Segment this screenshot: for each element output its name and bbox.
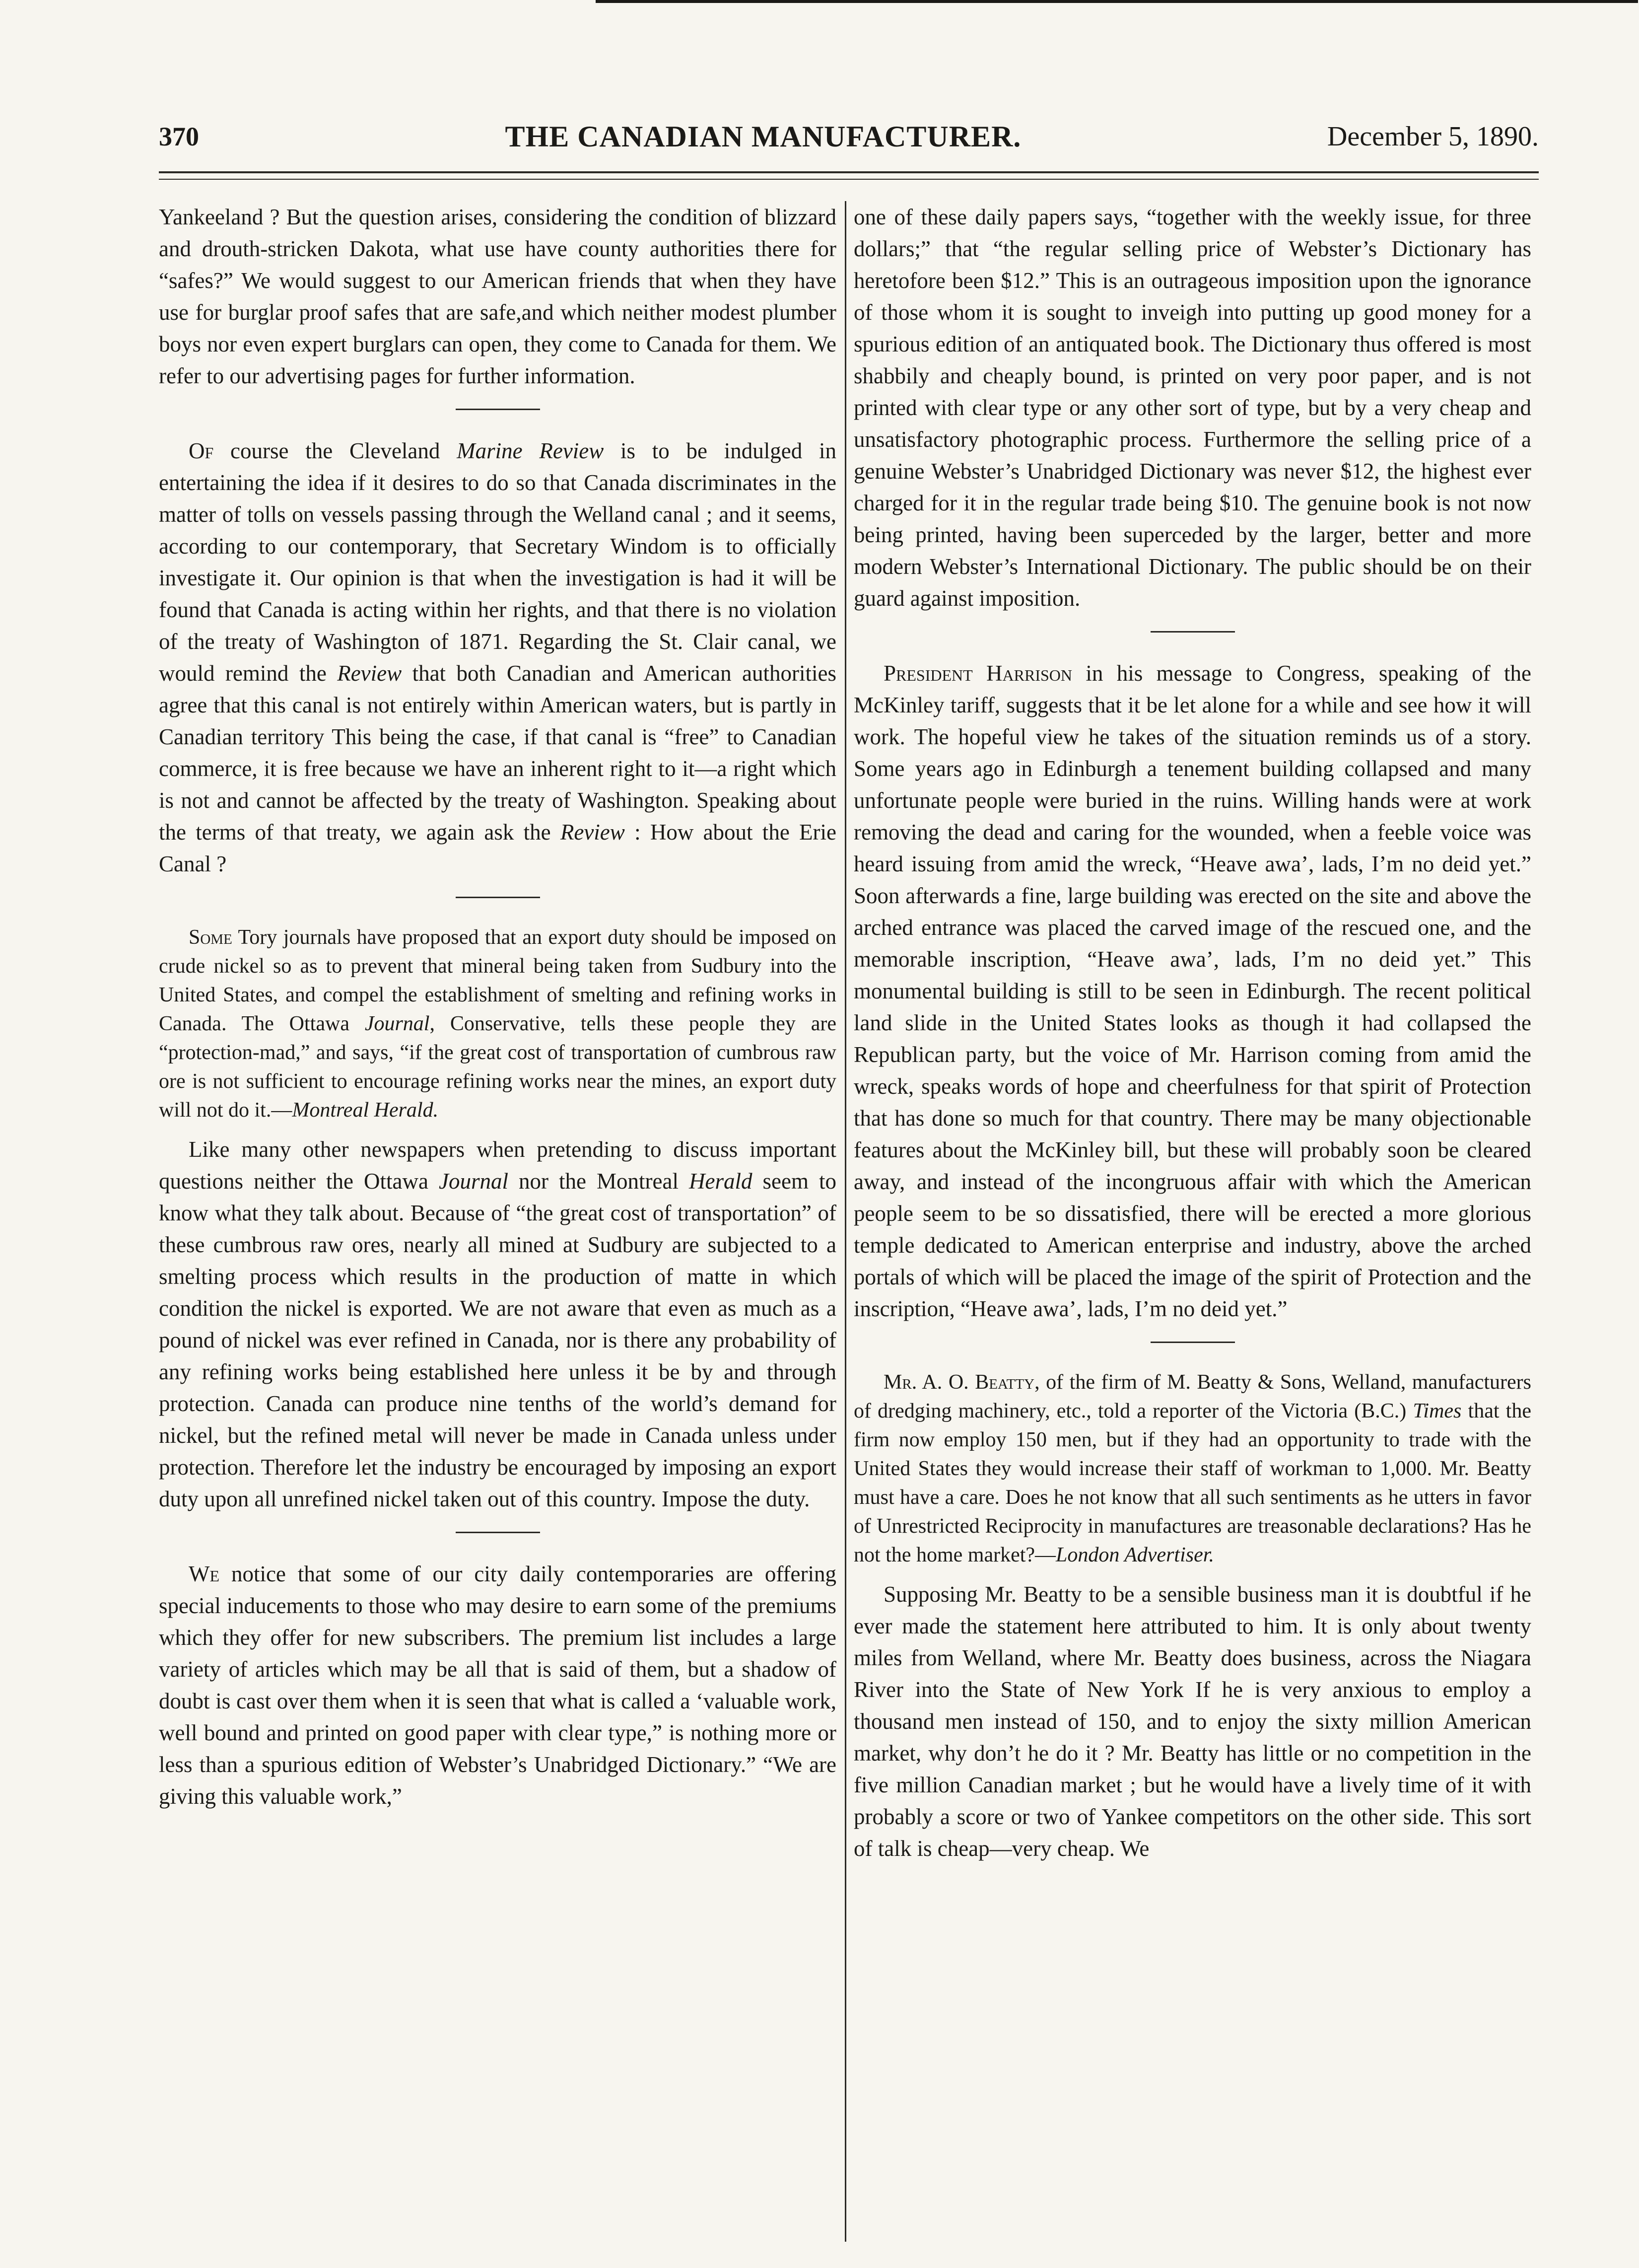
section-separator: [456, 1532, 540, 1533]
source-attribution: London Advertiser.: [1056, 1544, 1214, 1566]
text-run: is to be indulged in entertaining the idea if it desires to do so that Canada discriminates in the matter of tolls on vessels passing through the Welland canal ; and it seems, according to our contemporary, that Secretary Windom is to officially investigate it. Our opinion is that when the investigation is had it will be found that Canada is acting within her rights, and that there is no violation of the treaty of Washington of 1871. Regarding the St. Clair canal, we would remind the: [159, 438, 836, 686]
top-border: [596, 0, 1638, 3]
paragraph-nickel-quote: [159, 923, 836, 1125]
section-separator: [456, 897, 540, 898]
text-run: that the firm now employ 150 men, but if they had an opportunity to trade with the United States they would increase their staff of workman to 1,000. Mr. Beatty must have a care. Does he not know that all such sentiments as he utters in favor of Unrestricted Reciprocity in manufactures are treasonable declarations? Has he not the home market?—: [854, 1400, 1531, 1566]
column-divider: [845, 201, 846, 2242]
left-column: [159, 201, 836, 2247]
paragraph-beatty-quote: [854, 1368, 1531, 1569]
text-run: , of the firm of M. Beatty & Sons, Welland, manufacturers of dredging machinery, etc., told a reporter of the Victoria (B.C.): [854, 1371, 1531, 1422]
text-run: that both Canadian and American authorities agree that this canal is not entirely within American waters, but is partly in Canadian territory This being the case, if that canal is “free” to Canadian commerce, it is free because we have an inherent right to it—a right which is not and cannot be affected by the treaty of Washington. Speaking about the terms of that treaty, we again ask the: [159, 661, 836, 845]
text-run: notice that some of our city daily contemporaries are offering special inducements to those who may desire to earn some of the premiums which they offer for new subscribers. The premium list includes a large variety of articles which may be all that is said of them, but a shadow of doubt is cast over them when it is seen that what is called a ‘valuable work, well bound and printed on good paper with clear type,” is nothing more or less than a spurious edition of Webster’s Unabridged Dictionary.” “We are giving this valuable work,”: [159, 1561, 836, 1809]
header-rule: [159, 171, 1539, 173]
text-run: Like many other newspapers when pretending to discuss important questions neither the Ottawa: [159, 1137, 836, 1194]
publication-name: Review: [560, 820, 625, 845]
publication-name: Review: [337, 661, 402, 686]
section-separator: [1151, 1342, 1235, 1343]
text-run: : How about the Erie Canal ?: [159, 820, 836, 876]
issue-date: December 5, 1890.: [1327, 121, 1539, 152]
paragraph-marine-review: [159, 435, 836, 880]
source-attribution: Montreal Herald.: [292, 1099, 439, 1122]
paragraph-dictionary: one of these daily papers says, “together with the weekly issue, for three dollars;” that “the regular selling price of Webster’s Dictionary has heretofore been $12.” This is an outrageous imposition upon the ignorance of those whom it is sought to inveigh into putting up good money for a spurious edition of an antiquated book. The Dictionary thus offered is most shabbily and cheaply bound, is printed on very poor paper, and is not printed with clear type or any other sort of type, but by a very cheap and unsatisfactory photographic process. Furthermore the selling price of a genuine Webster’s Unabridged Dictionary was never $12, the highest ever charged for it in the regular trade being $10. The genuine book is not now being printed, having been superceded by the larger, better and more modern Webster’s International Dictionary. The public should be on their guard against imposition.: [854, 205, 1531, 611]
publication-name: Herald: [688, 1169, 752, 1194]
lead-word: President Harrison: [884, 661, 1073, 686]
publication-name: Times: [1413, 1400, 1462, 1422]
text-run: course the Cleveland: [213, 438, 457, 463]
publication-name: Journal: [438, 1169, 508, 1194]
text-run: nor the Montreal: [508, 1169, 689, 1194]
lead-word: Mr. A. O. Beatty: [884, 1371, 1035, 1394]
publication-name: Journal: [364, 1012, 430, 1035]
paper-title: THE CANADIAN MANUFACTURER.: [505, 120, 1022, 153]
paragraph-premiums: [159, 1558, 836, 1812]
lead-word: Of: [189, 438, 214, 463]
header-rule-thin: [159, 179, 1539, 180]
section-separator: [456, 409, 540, 410]
text-run: , Conservative, tells these people they are “protection-mad,” and says, “if the great cost of transportation of cumbrous raw ore is not sufficient to encourage refining works near the mines, an export duty will not do it.—: [159, 1012, 836, 1122]
publication-name: Marine Review: [457, 438, 604, 463]
paragraph-harrison: [854, 657, 1531, 1325]
lead-word: Some: [189, 926, 232, 949]
paragraph-beatty-reply: Supposing Mr. Beatty to be a sensible business man it is doubtful if he ever made the statement here attributed to him. It is only about twenty miles from Welland, where Mr. Beatty does business, across the Niagara River into the State of New York If he is very anxious to employ a thousand men instead of 150, and to enjoy the sixty million American market, why don’t he do it ? Mr. Beatty has little or no competition in the five million Canadian market ; but he would have a lively time of it with probably a score or two of Yankee competitors on the other side. This sort of talk is cheap—very cheap. We: [854, 1582, 1531, 1861]
lead-word: We: [189, 1561, 220, 1586]
text-run: seem to know what they talk about. Because of “the great cost of transportation” of these cumbrous raw ores, nearly all mined at Sudbury are subjected to a smelting process which results in the production of matte in which condition the nickel is exported. We are not aware that even as much as a pound of nickel was ever refined in Canada, nor is there any probability of any refining works being established here unless it be by and through protection. Canada can produce nine tenths of the world’s demand for nickel, but the refined metal will never be made in Canada unless under protection. Therefore let the industry be encouraged by imposing an export duty upon all unrefined nickel taken out of this country. Impose the duty.: [159, 1169, 836, 1511]
section-separator: [1151, 631, 1235, 633]
right-column: [854, 201, 1531, 2247]
paragraph-nickel-reply: [159, 1134, 836, 1515]
text-run: in his message to Congress, speaking of the McKinley tariff, suggests that it be let alone for a while and see how it will work. The hopeful view he takes of the situation reminds us of a story. Some years ago in Edinburgh a tenement building collapsed and many unfortunate people were buried in the ruins. Willing hands were at work removing the dead and caring for the wounded, when a feeble voice was heard issuing from amid the wreck, “Heave awa’, lads, I’m no deid yet.” Soon afterwards a fine, large building was erected on the site and above the arched entrance was placed the carved image of the rescued one, and the memorable inscription, “Heave awa’, lads, I’m no deid yet.” This monumental building is still to be seen in Edinburgh. The recent political land slide in the United States looks as though it had collapsed the Republican party, but the voice of Mr. Harrison coming from amid the wreck, speaks words of hope and cheerfulness for that spirit of Protection that has done so much for that country. There may be many objectionable features about the McKinley bill, but these will probably soon be cleared away, and instead of the incongruous affair with which the American people seem to be so dissatisfied, there will be erected a more glorious temple dedicated to American enterprise and industry, above the arched portals of which will be placed the image of the spirit of Protection and the inscription, “Heave awa’, lads, I’m no deid yet.”: [854, 661, 1531, 1321]
paragraph-safes: Yankeeland ? But the question arises, considering the condition of blizzard and drouth-stricken Dakota, what use have county authorities there for “safes?” We would suggest to our American friends that when they have use for burglar proof safes that are safe,and which neither modest plumber boys nor even expert burglars can open, they come to Canada for them. We refer to our advertising pages for further information.: [159, 205, 836, 388]
page-number: 370: [159, 122, 199, 151]
page-header: [159, 107, 1539, 166]
text-run: Tory journals have proposed that an export duty should be imposed on crude nickel so as to prevent that mineral being taken from Sudbury into the United States, and compel the establishment of smelting and refining works in Canada. The Ottawa: [159, 926, 836, 1035]
